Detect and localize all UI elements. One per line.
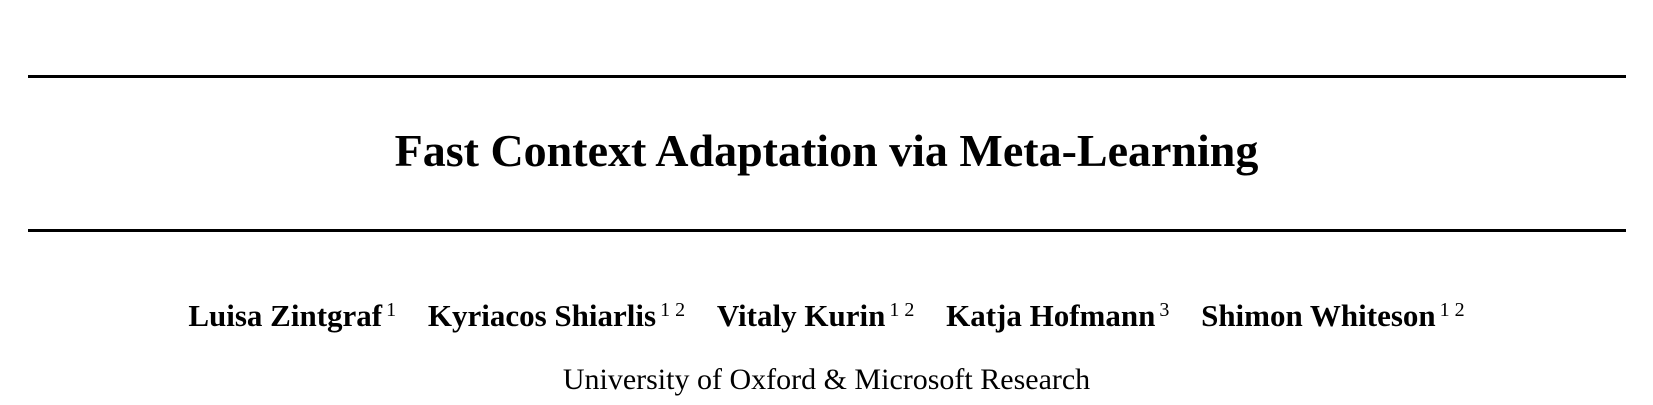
- author-list: [0, 296, 1653, 336]
- title-bottom-rule: [28, 229, 1626, 232]
- author-name: Shimon Whiteson: [1201, 298, 1436, 333]
- author-affiliation-marker: 1 2: [660, 299, 686, 321]
- author-affiliation-marker: 1 2: [1439, 299, 1465, 321]
- title-top-rule: [28, 75, 1626, 78]
- author-name: Luisa Zintgraf: [188, 298, 383, 333]
- paper-title: Fast Context Adaptation via Meta-Learning: [394, 125, 1259, 176]
- author-name: Vitaly Kurin: [716, 298, 886, 333]
- author-affiliation-marker: 1: [386, 299, 397, 321]
- author-name: Kyriacos Shiarlis: [427, 298, 657, 333]
- author-affiliation-marker: 1 2: [889, 299, 915, 321]
- author-kyriacos-shiarlis: [428, 296, 685, 336]
- author-affiliation-marker: 3: [1159, 299, 1170, 321]
- author-name: Katja Hofmann: [946, 298, 1156, 333]
- author-katja-hofmann: [946, 296, 1169, 336]
- affiliation-line: University of Oxford & Microsoft Research: [562, 363, 1091, 396]
- author-vitaly-kurin: [717, 296, 915, 336]
- author-shimon-whiteson: [1201, 296, 1465, 336]
- author-luisa-zintgraf: [188, 296, 396, 336]
